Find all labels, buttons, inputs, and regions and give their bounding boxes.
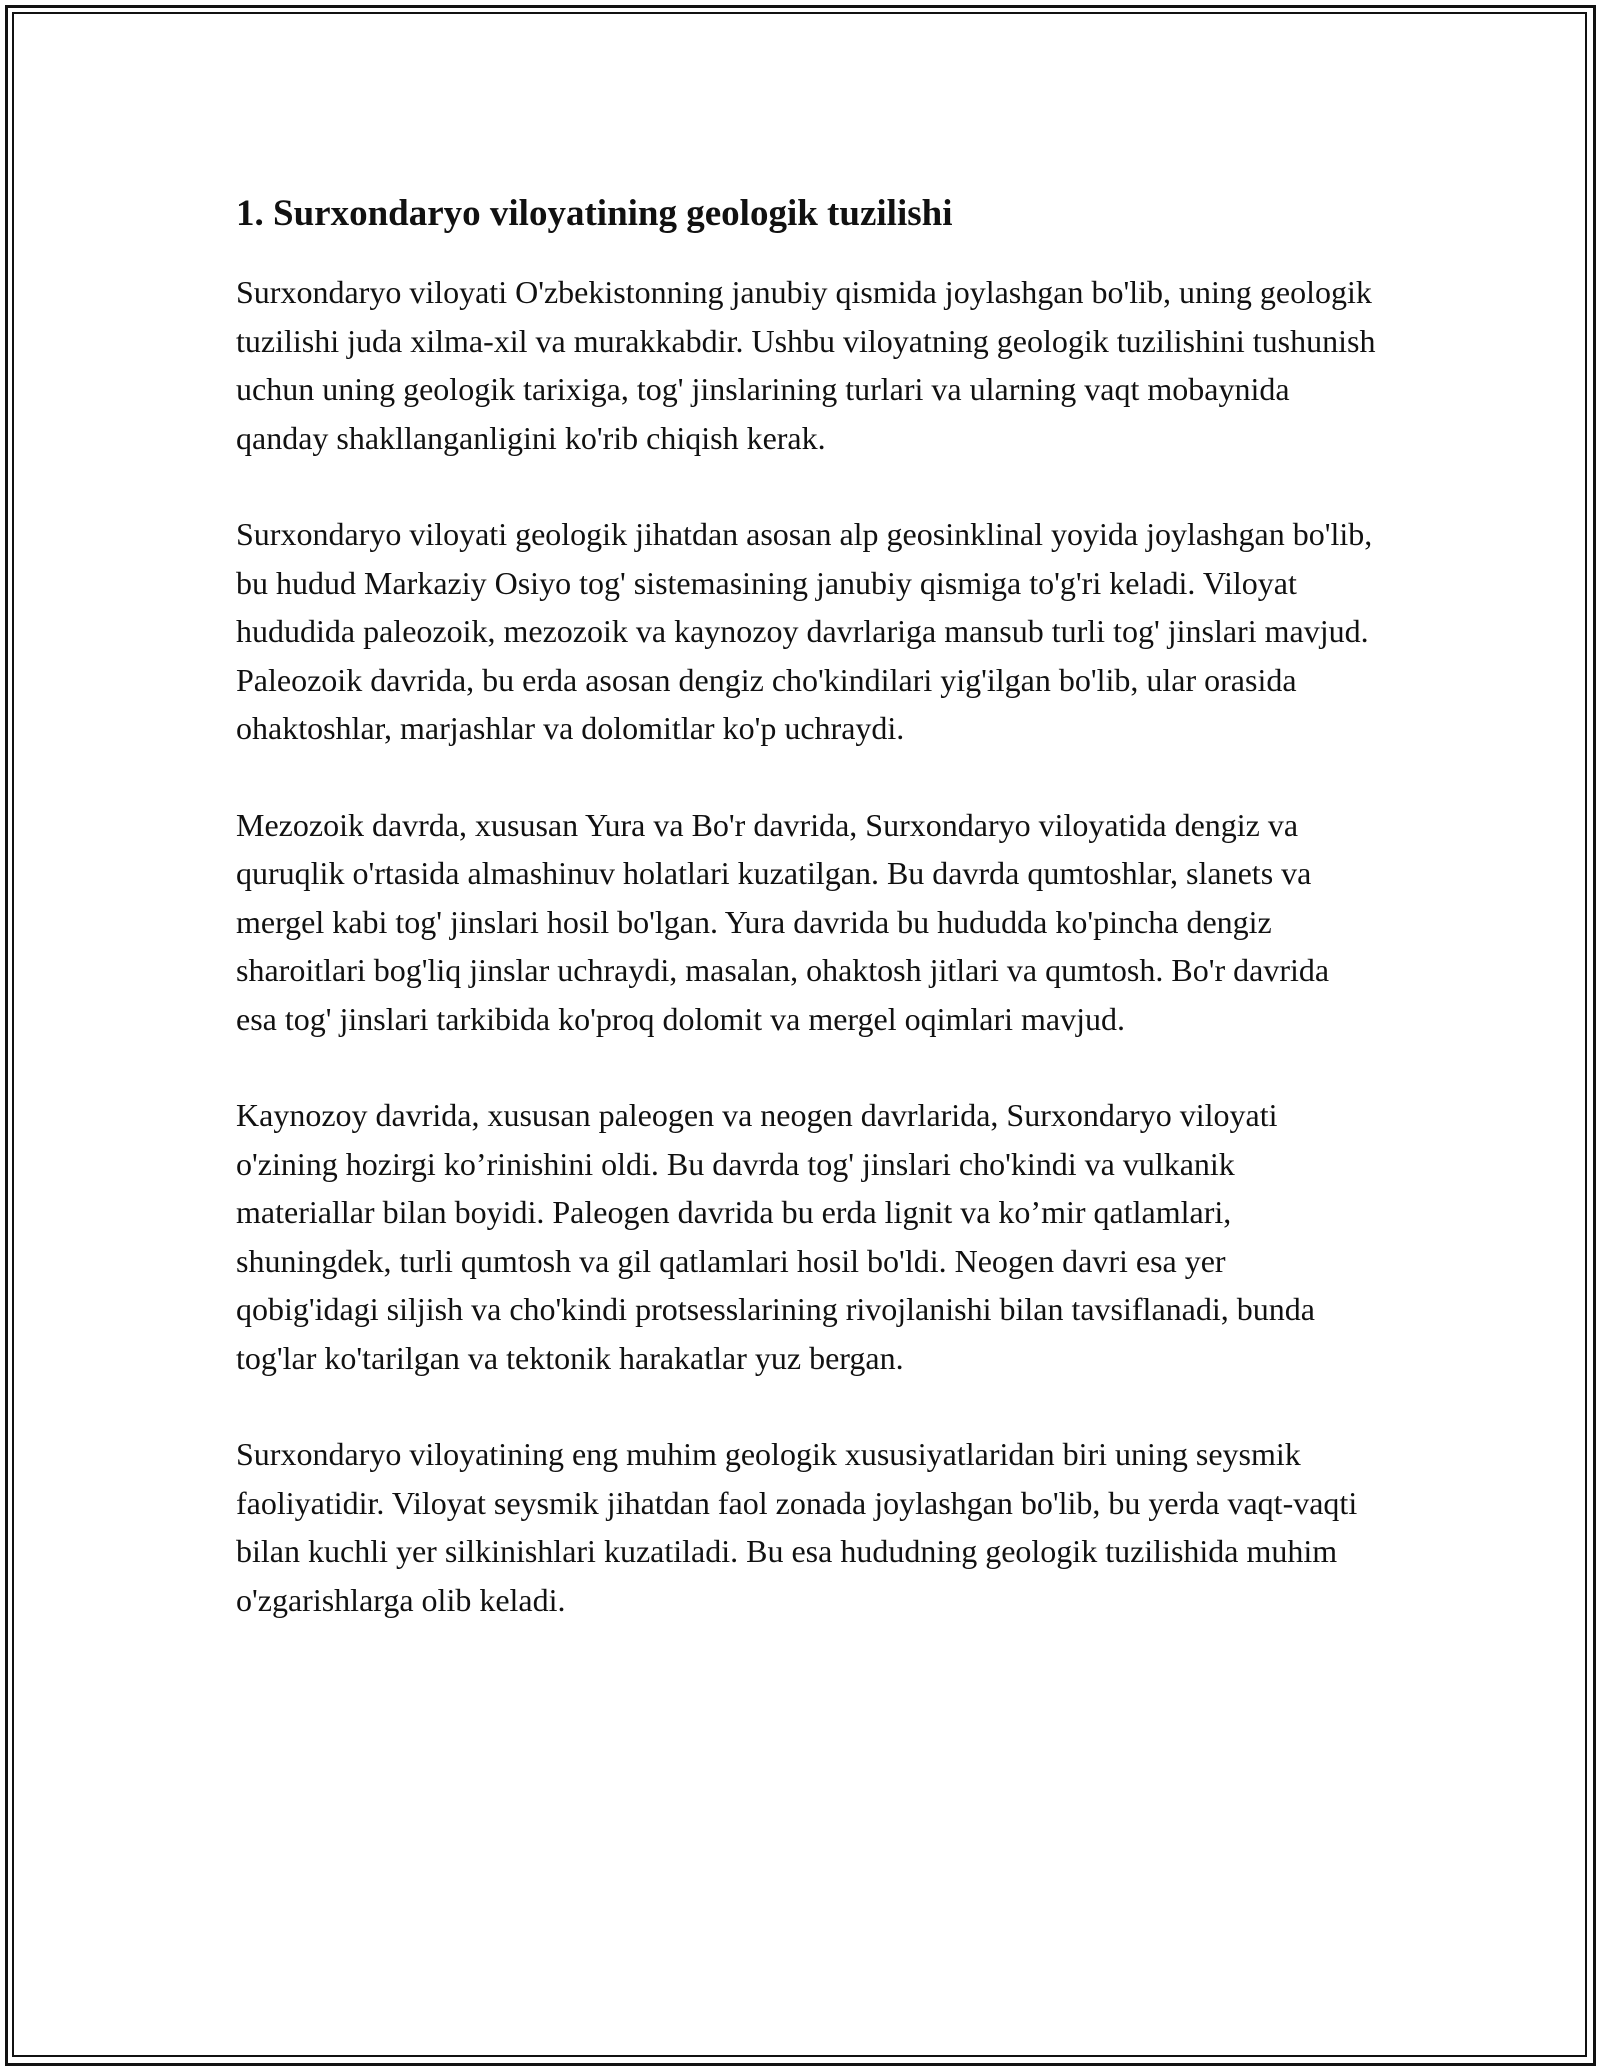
paragraph-3: Mezozoik davrda, xususan Yura va Bo'r davrida, Surxondaryo viloyatida dengiz va quruqlik o'rtasida almashinuv holatlari kuzatilgan. Bu davrda qumtoshlar, slanets va mergel kabi tog' jinslari hosil bo'lgan. Yura davrida bu hududda ko'pincha dengiz sharoitlari bog'liq jinslar uchraydi, masalan, ohaktosh jitlari va qumtosh. Bo'r davrida esa tog' jinslari tarkibida ko'proq dolomit va mergel oqimlari mavjud.: [236, 806, 1330, 1037]
paragraph-5: Surxondaryo viloyatining eng muhim geologik xususiyatlaridan biri uning seysmik faoliyatidir. Viloyat seysmik jihatdan faol zonada joylashgan bo'lib, bu yerda vaqt-vaqti bilan kuchli yer silkinishlari kuzatiladi. Bu esa hududning geologik tuzilishida muhim o'zgarishlarga olib keladi.: [236, 1436, 1358, 1618]
section-heading: 1. Surxondaryo viloyatining geologik tuzilishi: [236, 193, 953, 234]
paragraph-1: Surxondaryo viloyati O'zbekistonning janubiy qismida joylashgan bo'lib, uning geologik tuzilishi juda xilma-xil va murakkabdir. Ushbu viloyatning geologik tuzilishini tushunish uchun uning geologik tarixiga, tog' jinslarining turlari va ularning vaqt mobaynida qanday shakllanganligini ko'rib chiqish kerak.: [236, 274, 1376, 456]
document-body: [236, 190, 1376, 1672]
paragraph-4: Kaynozoy davrida, xususan paleogen va neogen davrlarida, Surxondaryo viloyati o'zining hozirgi ko’rinishini oldi. Bu davrda tog' jinslari cho'kindi va vulkanik materiallar bilan boyidi. Paleogen davrida bu erda lignit va ko’mir qatlamlari, shuningdek, turli qumtosh va gil qatlamlari hosil bo'ldi. Neogen davri esa yer qobig'idagi siljish va cho'kindi protsesslarining rivojlanishi bilan tavsiflanadi, bunda tog'lar ko'tarilgan va tektonik harakatlar yuz bergan.: [236, 1097, 1315, 1376]
paragraph-2: Surxondaryo viloyati geologik jihatdan asosan alp geosinklinal yoyida joylashgan bo'lib, bu hudud Markaziy Osiyo tog' sistemasining janubiy qismiga to'g'ri keladi. Viloyat hududida paleozoik, mezozoik va kaynozoy davrlariga mansub turli tog' jinslari mavjud. Paleozoik davrida, bu erda asosan dengiz cho'kindilari yig'ilgan bo'lib, ular orasida ohaktoshlar, marjashlar va dolomitlar ko'p uchraydi.: [236, 516, 1373, 746]
